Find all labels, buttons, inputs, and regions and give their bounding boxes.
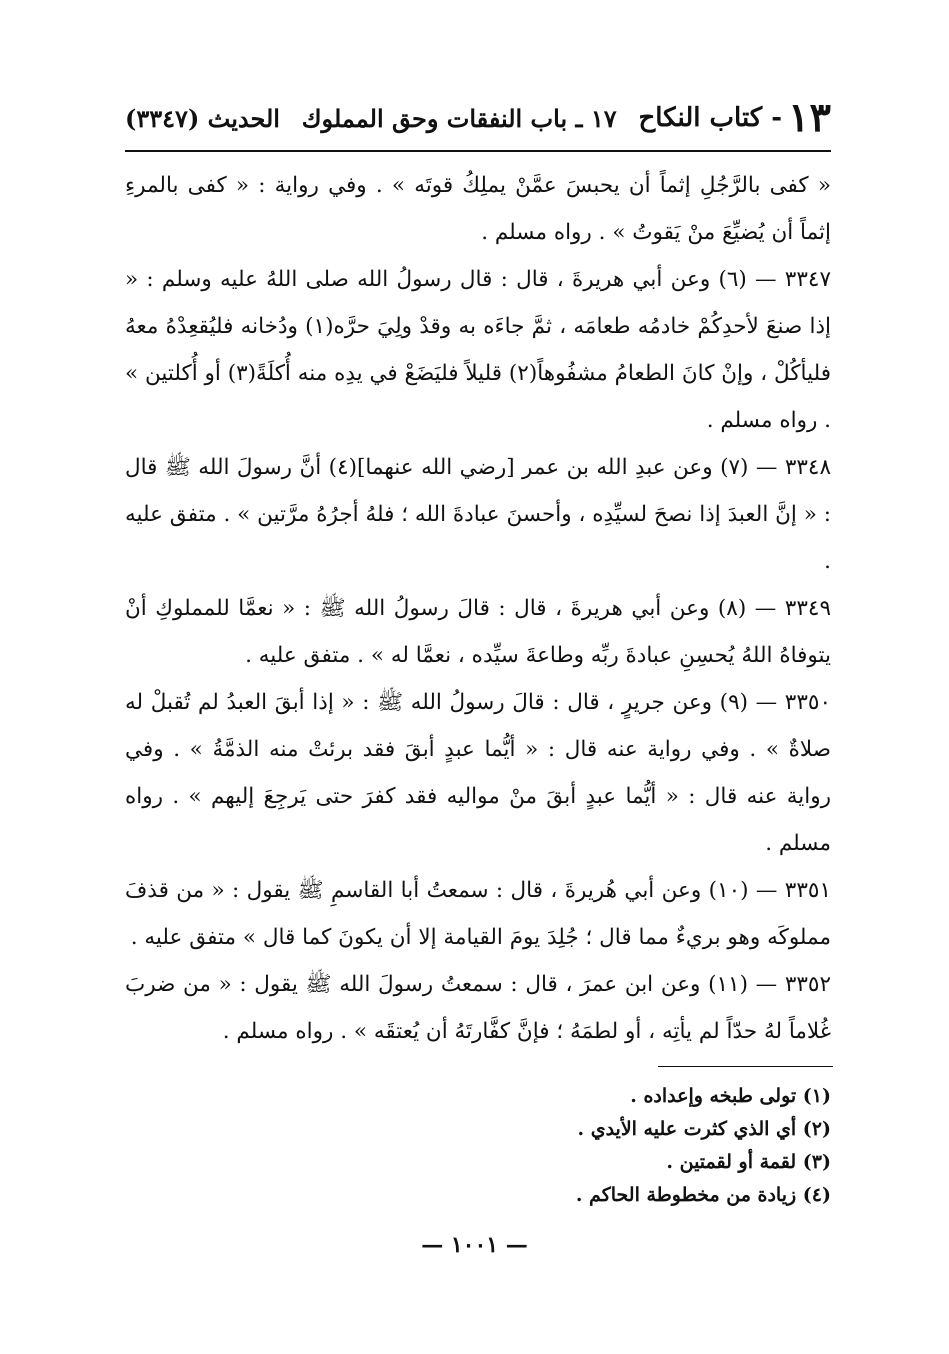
hadith-3351: ٣٣٥١ — (١٠) وعن أبي هُريرةَ ، قال : سمعتُ أبا القاسمِ ﷺ يقول : « من قذفَ مملوكَه وهو بريءٌ مما قال ؛ جُلِدَ يومَ القيامة إلا أن يكونَ كما قال » متفق عليه . bbox=[125, 878, 831, 950]
paragraph-continuation: « كفى بالرَّجُلِ إثماً أن يحبسَ عمَّنْ يملِكُ قوتَه » . وفي رواية : « كفى بالمرءِ إثماً أن يُضيِّعَ منْ يَقوتُ » . رواه مسلم . bbox=[125, 173, 831, 245]
running-header bbox=[125, 92, 831, 144]
header-book bbox=[638, 94, 831, 141]
book-number: ١٣ bbox=[788, 94, 831, 141]
footnote-1: (١) تولى طبخه وإعداده . bbox=[630, 1085, 831, 1107]
page-number: — ١٠٠١ — bbox=[421, 1232, 528, 1258]
chapter-title: ١٧ ـ باب النفقات وحق المملوك bbox=[301, 103, 617, 133]
hadith-reference: الحديث (٣٣٤٧) bbox=[125, 103, 280, 133]
hadith-3349: ٣٣٤٩ — (٨) وعن أبي هريرةَ ، قال : قالَ رسولُ الله ﷺ : « نعمَّا للمملوكِ أنْ يتوفاهُ اللهُ يُحسِنِ عبادةَ ربِّه وطاعةَ سيِّده ، نعمَّا له » . متفق عليه . bbox=[125, 596, 831, 668]
footnotes bbox=[231, 1080, 831, 1212]
book-title: - كتاب النكاح bbox=[638, 103, 783, 133]
main-text bbox=[125, 162, 831, 1055]
hadith-3352: ٣٣٥٢ — (١١) وعن ابن عمرَ ، قال : سمعتُ رسولَ الله ﷺ يقول : « من ضربَ غُلاماً لهُ حدّاً لم يأتِه ، أو لطمَهُ ؛ فإنَّ كفَّارتَهُ أن يُعتقَه » . رواه مسلم . bbox=[125, 972, 832, 1044]
footnote-2: (٢) أي الذي كثرت عليه الأيدي . bbox=[577, 1118, 831, 1140]
hadith-3347: ٣٣٤٧ — (٦) وعن أبي هريرةَ ، قال : قال رسولُ الله صلى اللهُ عليه وسلم : « إذا صنعَ لأحدِكُمْ خادمُه طعامَه ، ثمَّ جاءَه به وقدْ ولِيَ حرَّه(١) ودُخانه فليُقعِدْهُ معهُ فليأكُلْ ، وإنْ كانَ الطعامُ مشفُوهاً(٢) قليلاً فليَضَعْ في يدِه منه أُكلَةً(٣) أو أُكلتين » . رواه مسلم . bbox=[125, 267, 832, 433]
footnote-3: (٣) لقمة أو لقمتين . bbox=[666, 1151, 831, 1173]
hadith-3348: ٣٣٤٨ — (٧) وعن عبدِ الله بن عمر [رضي الله عنهما](٤) أنَّ رسولَ الله ﷺ قال : « إنَّ العبدَ إذا نصحَ لسيِّدِه ، وأحسنَ عبادةَ الله ؛ فلهُ أجرُهُ مرَّتين » . متفق عليه . bbox=[125, 455, 832, 574]
hadith-3350: ٣٣٥٠ — (٩) وعن جريرٍ ، قال : قالَ رسولُ الله ﷺ : « إذا أبقَ العبدُ لم تُقبلْ له صلاةٌ » . وفي رواية عنه قال : « أيُّما عبدٍ أبقَ فقد برئتْ منه الذمَّةُ » . وفي رواية عنه قال : « أيُّما عبدٍ أبقَ منْ مواليه فقد كفرَ حتى يَرجِعَ إليهم » . رواه مسلم . bbox=[125, 690, 831, 856]
footnote-rule bbox=[658, 1066, 833, 1067]
header-rule bbox=[125, 150, 831, 152]
footnote-4: (٤) زيادة من مخطوطة الحاكم . bbox=[575, 1184, 831, 1206]
